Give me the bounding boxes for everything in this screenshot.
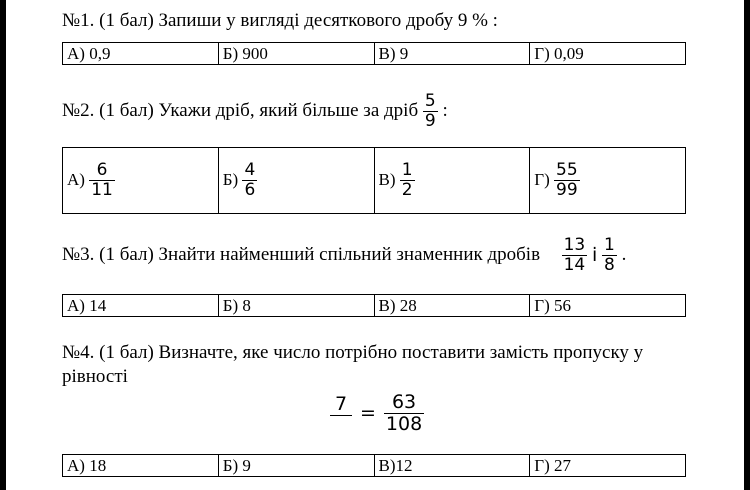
q2-option-a-numerator: 6 xyxy=(96,160,108,181)
q2-option-b-numerator: 4 xyxy=(244,160,256,181)
q2-option-b-denominator: 6 xyxy=(244,180,256,200)
q2-option-d-fraction xyxy=(554,161,580,199)
q3-fraction-1-denominator: 14 xyxy=(563,254,586,275)
q4-right-numerator: 63 xyxy=(391,391,417,413)
question-3-text xyxy=(62,236,626,274)
q4-right-fraction xyxy=(384,392,424,435)
q3-suffix: . xyxy=(621,244,627,266)
question-2-label: №2. (1 бал) Укажи дріб, який більше за дріб xyxy=(62,100,419,122)
question-4-options xyxy=(62,454,686,477)
q3-fraction-1 xyxy=(562,236,588,274)
question-2-options xyxy=(62,147,686,214)
q4-equation xyxy=(330,392,424,435)
q2-option-c-label: В) xyxy=(378,170,396,190)
q3-fraction-1-numerator: 13 xyxy=(563,235,586,255)
q4-missing-denominator-blank xyxy=(330,415,352,434)
q3-option-b[interactable]: Б) 8 xyxy=(218,295,374,317)
right-frame-edge xyxy=(744,0,750,490)
question-3-options xyxy=(62,294,686,317)
q2-reference-denominator: 9 xyxy=(424,110,436,131)
question-2-text xyxy=(62,92,448,130)
question-1-text: №1. (1 бал) Запиши у вигляді десяткового дробу 9 % : xyxy=(62,10,498,31)
left-frame-edge xyxy=(0,0,6,490)
q2-option-c-fraction xyxy=(400,161,415,199)
q2-option-a-fraction xyxy=(89,161,115,199)
q3-option-c[interactable]: В) 28 xyxy=(374,295,530,317)
q2-option-c[interactable] xyxy=(374,148,530,214)
q3-option-d[interactable]: Г) 56 xyxy=(530,295,686,317)
q3-fraction-2 xyxy=(602,236,617,274)
q4-option-d[interactable]: Г) 27 xyxy=(530,455,686,477)
q2-option-b-fraction xyxy=(242,161,257,199)
question-1-options xyxy=(62,42,686,65)
q4-left-numerator: 7 xyxy=(334,392,348,415)
q3-fraction-2-numerator: 1 xyxy=(603,235,615,255)
q4-option-b[interactable]: Б) 9 xyxy=(218,455,374,477)
q2-reference-numerator: 5 xyxy=(424,91,436,111)
q1-option-a[interactable]: А) 0,9 xyxy=(63,43,219,65)
q2-reference-fraction xyxy=(423,92,438,130)
q2-option-a-denominator: 11 xyxy=(91,180,113,200)
q4-option-a[interactable]: А) 18 xyxy=(63,455,219,477)
q4-equals-sign: = xyxy=(360,402,376,425)
question-3-label: №3. (1 бал) Знайти найменший спільний знаменник дробів xyxy=(62,244,541,266)
q2-option-d[interactable] xyxy=(530,148,686,214)
q1-option-b[interactable]: Б) 900 xyxy=(218,43,374,65)
q2-option-d-label: Г) xyxy=(534,170,550,190)
q4-right-denominator: 108 xyxy=(385,412,423,435)
q2-option-b-label: Б) xyxy=(222,170,239,190)
q2-option-c-numerator: 1 xyxy=(401,160,413,181)
question-4-line-1: №4. (1 бал) Визначте, яке число потрібно поставити замість пропуску у xyxy=(62,342,644,363)
q2-option-d-numerator: 55 xyxy=(556,160,578,181)
q2-suffix: : xyxy=(442,100,448,122)
q3-fraction-2-denominator: 8 xyxy=(603,254,615,275)
q4-option-c[interactable]: В)12 xyxy=(374,455,530,477)
q2-option-d-denominator: 99 xyxy=(556,180,578,200)
q2-option-a[interactable] xyxy=(63,148,219,214)
q1-option-c[interactable]: В) 9 xyxy=(374,43,530,65)
q2-option-c-denominator: 2 xyxy=(401,180,413,200)
q2-option-a-label: А) xyxy=(67,170,85,190)
q3-conjunction: і xyxy=(591,244,598,267)
q2-option-b[interactable] xyxy=(218,148,374,214)
q1-option-d[interactable]: Г) 0,09 xyxy=(530,43,686,65)
q3-option-a[interactable]: А) 14 xyxy=(63,295,219,317)
q4-left-fraction xyxy=(330,393,352,434)
question-4-line-2: рівності xyxy=(62,366,128,387)
